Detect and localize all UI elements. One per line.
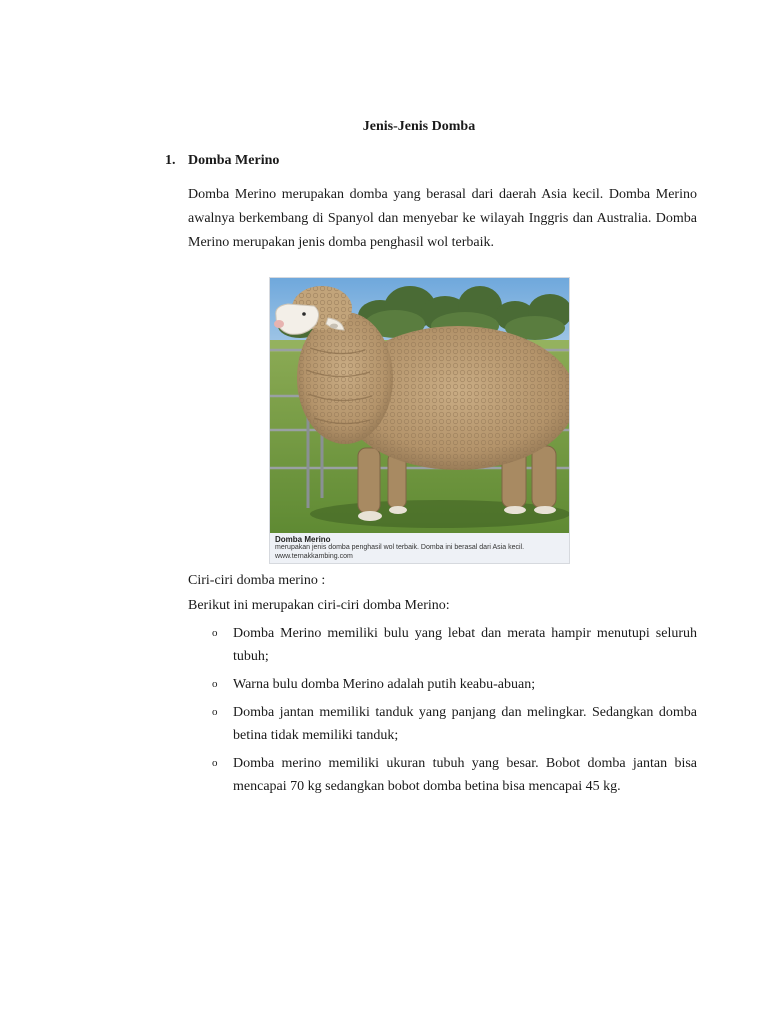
section-heading [165,151,279,171]
bullet-marker: o [212,627,218,639]
list-item [188,752,697,798]
features-list [188,622,697,803]
list-item-text: Domba Merino memiliki bulu yang lebat dan merata hampir menutupi seluruh tubuh; [233,626,697,664]
merino-sheep-figure [269,277,570,564]
caption-title: Domba Merino [275,535,331,544]
figure-caption [270,533,569,563]
section-number: 1. [165,153,176,168]
list-item-text: Domba jantan memiliki tanduk yang panjang dan melingkar. Sedangkan domba betina tidak memiliki tanduk; [233,705,697,743]
caption-text: merupakan jenis domba penghasil wol terbaik. Domba ini berasal dari Asia kecil. www.ternakkambing.com [275,544,525,560]
list-item [188,701,697,747]
section-heading-text: Domba Merino [188,153,280,168]
list-item-text: Warna bulu domba Merino adalah putih keabu-abuan; [233,677,536,692]
bullet-marker: o [212,678,218,690]
merino-sheep-photo [270,278,569,533]
list-item-text: Domba merino memiliki ukuran tubuh yang besar. Bobot domba jantan bisa mencapai 70 kg sedangkan bobot domba betina bisa mencapai 45 kg. [233,756,697,794]
bullet-marker: o [212,706,218,718]
bullet-marker: o [212,757,218,769]
features-title: Ciri-ciri domba merino : [188,573,326,588]
document-title: Jenis-Jenis Domba [362,119,476,134]
intro-paragraph: Domba Merino merupakan domba yang berasal dari daerah Asia kecil. Domba Merino awalnya berkembang di Spanyol dan menyebar ke wilayah Inggris dan Australia. Domba Merino merupakan jenis domba penghasil wol terbaik. [188,187,697,250]
list-item [188,622,697,668]
features-intro: Berikut ini merupakan ciri-ciri domba Merino: [188,598,450,613]
list-item [188,673,697,696]
